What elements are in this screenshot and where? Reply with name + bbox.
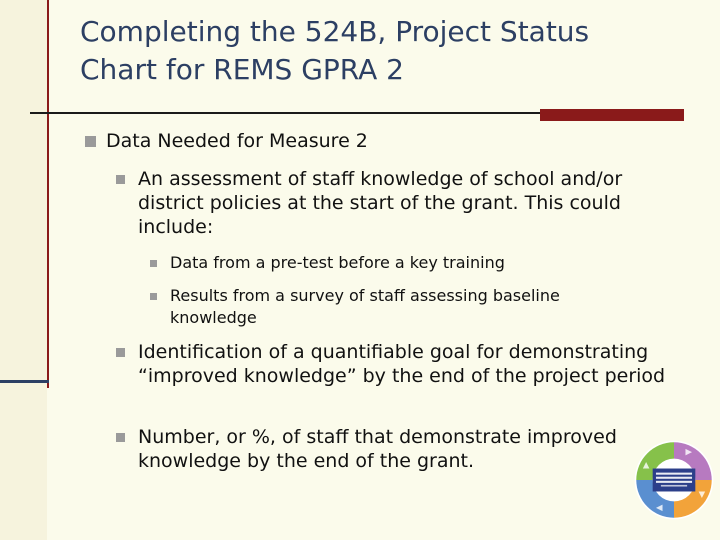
title-divider-accent [540, 109, 684, 121]
left-rail [0, 0, 47, 540]
slide-title [80, 13, 700, 89]
title-divider [30, 112, 540, 114]
bullet-text: Data from a pre-test before a key training [170, 253, 505, 272]
slide-title-line-2: Chart for REMS GPRA 2 [80, 53, 404, 86]
slide-title-line-1: Completing the 524B, Project Status [80, 15, 590, 48]
left-accent-line [47, 0, 49, 388]
bullet-marker [116, 175, 125, 184]
rems-logo-icon [633, 439, 715, 521]
bullet-text: Identification of a quantifiable goal for demonstrating “improved knowledge” by the end of the project period [138, 341, 666, 387]
bullet-marker [85, 136, 96, 147]
left-rail-tick [0, 380, 49, 383]
bullet-text: An assessment of staff knowledge of school and/or district policies at the start of the grant. This could include: [138, 168, 623, 238]
bullet-marker [116, 433, 125, 442]
bullet-text: Number, or %, of staff that demonstrate improved knowledge by the end of the grant. [138, 426, 617, 472]
bullet-text: Data Needed for Measure 2 [106, 130, 368, 152]
bullet-marker [116, 348, 125, 357]
bullet-marker [150, 260, 157, 267]
bullet-text: Results from a survey of staff assessing baseline knowledge [170, 286, 560, 327]
bullet-marker [150, 293, 157, 300]
